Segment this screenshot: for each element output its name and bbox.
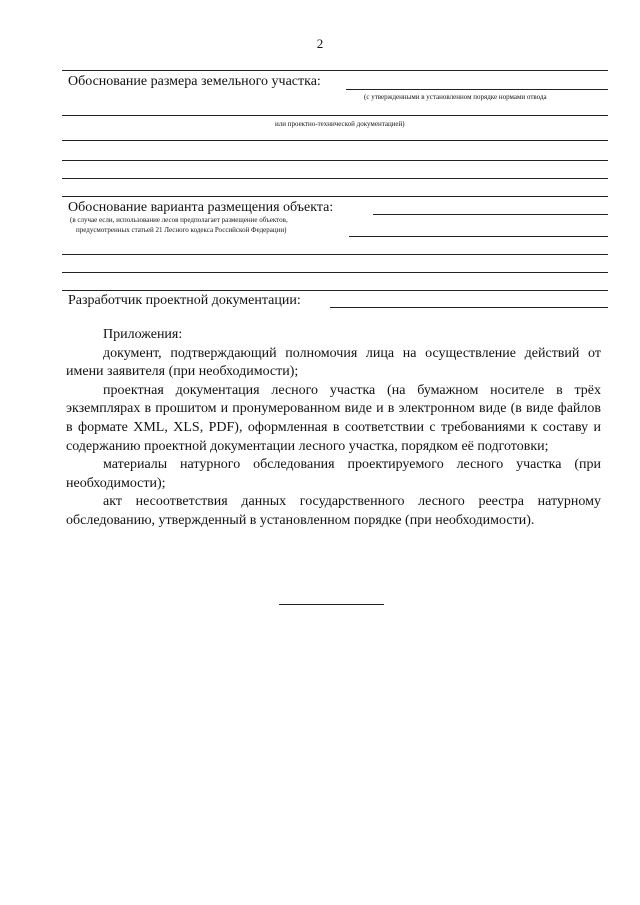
placement-note-1: (в случае если, использование лесов предполагает размещение объектов, xyxy=(70,216,288,224)
developer-input-line[interactable] xyxy=(330,307,608,308)
attachments-block xyxy=(66,326,601,531)
land-size-note-1: (с утвержденными в установленном порядке нормами отвода xyxy=(364,93,547,101)
placement-input-line[interactable] xyxy=(349,236,608,237)
placement-blank-line[interactable] xyxy=(62,254,608,255)
developer-label: Разработчик проектной документации: xyxy=(68,293,301,308)
land-size-blank-line[interactable] xyxy=(62,160,608,161)
section-divider xyxy=(62,196,608,197)
page-number: 2 xyxy=(316,36,324,51)
land-size-label: Обоснование размера земельного участка: xyxy=(68,74,321,89)
attachments-heading: Приложения: xyxy=(103,327,183,342)
attachment-item: акт несоответствия данных государственного лесного реестра натурному обследованию, утвержденный в установленном порядке (при необходимости). xyxy=(66,494,601,528)
land-size-blank-line[interactable] xyxy=(62,115,608,116)
attachment-item: проектная документация лесного участка (на бумажном носителе в трёх экземплярах в прошитом и пронумерованном виде и в электронном виде (в виде файлов в формате XML, XLS, PDF), оформленная в соответствии с требованиями к составу и содержанию проектной документации лесного участка, порядком её подготовки; xyxy=(66,382,601,454)
placement-blank-line[interactable] xyxy=(62,272,608,273)
section-divider xyxy=(62,290,608,291)
land-size-input-line[interactable] xyxy=(346,89,608,90)
attachment-item: материалы натурного обследования проектируемого лесного участка (при необходимости); xyxy=(66,457,601,491)
placement-note-2: предусмотренных статьей 21 Лесного кодекса Российской Федерации) xyxy=(76,226,287,234)
land-size-note-2: или проектно-технической документацией) xyxy=(275,120,405,128)
placement-input-line[interactable] xyxy=(373,214,608,215)
land-size-blank-line[interactable] xyxy=(62,140,608,141)
attachment-item: документ, подтверждающий полномочия лица на осуществление действий от имени заявителя (при необходимости); xyxy=(66,345,601,380)
placement-label: Обоснование варианта размещения объекта: xyxy=(68,200,334,215)
top-rule xyxy=(62,70,608,71)
signature-line xyxy=(279,604,384,605)
land-size-blank-line[interactable] xyxy=(62,178,608,179)
